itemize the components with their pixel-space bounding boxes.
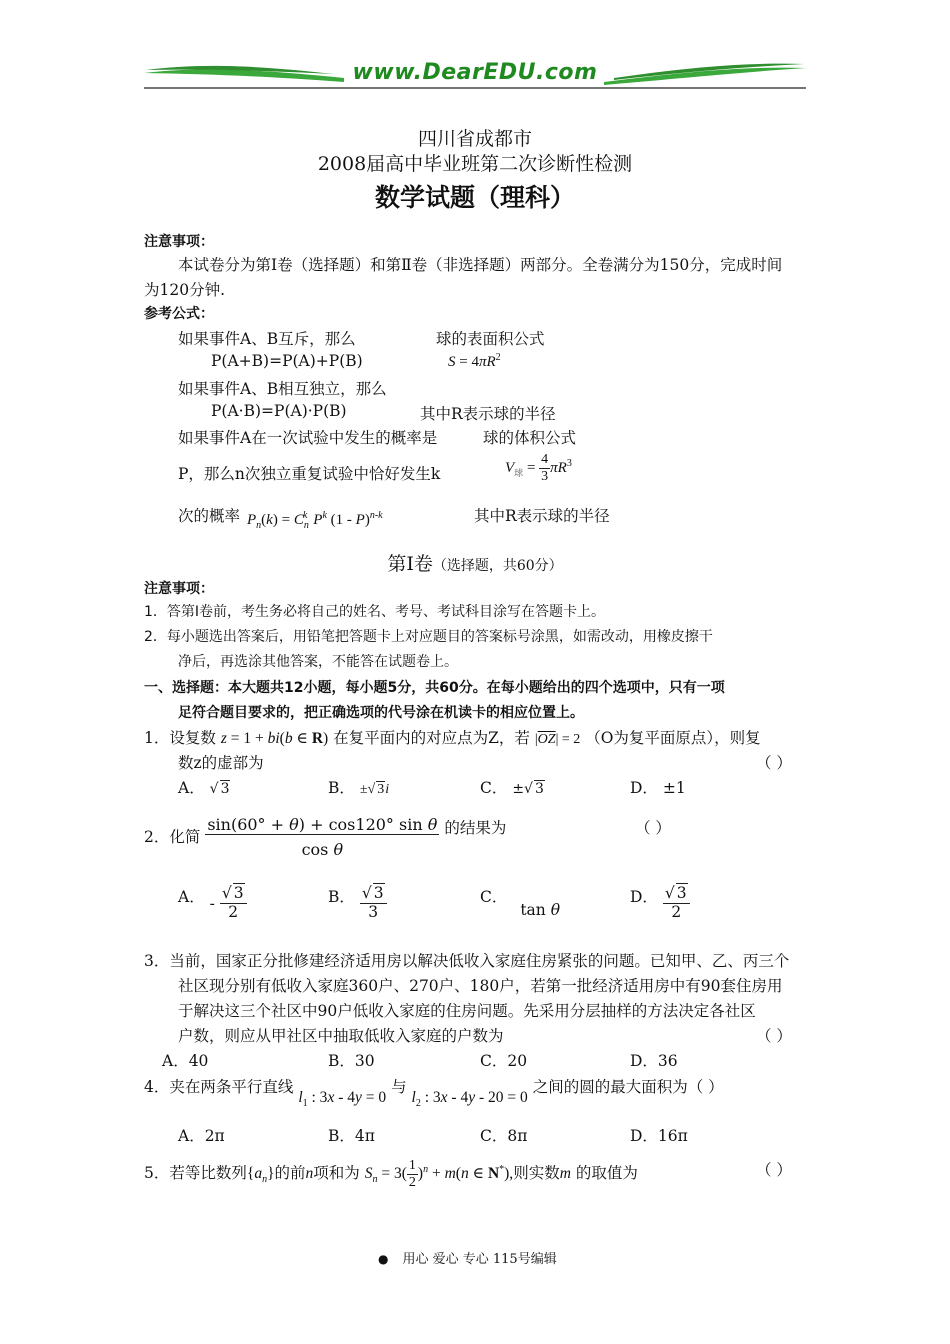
q1-option-c[interactable]: C． ±√ 3	[480, 779, 544, 797]
formula-right-1: 球的表面积公式	[436, 330, 545, 348]
q3-option-c[interactable]: C．20	[480, 1052, 528, 1070]
formula-left-3: 如果事件A、B相互独立，那么	[178, 380, 387, 398]
formula-left-7: 次的概率	[178, 507, 241, 525]
question-5-bracket: （ ）	[756, 1161, 792, 1179]
q2-expression: $\frac{\text{sin(60° + θ) + cos120° sin θ}}{\text{cos θ}}$	[207, 815, 438, 860]
part1-notice-1: 1．答第Ⅰ卷前，考生务必将自己的姓名、考号、考试科目涂写在答题卡上。	[144, 604, 606, 620]
question-3-line3: 于解决这三个社区中90户低收入家庭的住房问题。先采用分层抽样的方法决定各社区	[178, 1002, 756, 1020]
question-3-line2: 社区现分别有低收入家庭360户、270户、180户，若第一批经济适用房中有90套住房用	[178, 977, 783, 995]
q2-option-a[interactable]: A． - $\frac{√ 3}{2}$	[178, 885, 247, 922]
question-2-bracket: （ ）	[635, 819, 671, 837]
question-3-line4: 户数，则应从甲社区中抽取低收入家庭的户数为	[178, 1027, 504, 1045]
notice-text-2: 为120分钟.	[144, 281, 226, 299]
question-5: 5．若等比数列$\{a_n\}$的前n项和为 $S_n = 3$( $\frac{1}{2}$ )$^n$ + m(n ∈ N*),则实数m 的取值为	[144, 1158, 638, 1191]
q5-sum-formula: $S_n = 3$( $\frac{1}{2}$ )$^n$ + m(n ∈ N*),	[364, 1158, 514, 1191]
formula-right-7: 其中R表示球的半径	[474, 507, 610, 525]
q3-option-a[interactable]: A．40	[162, 1052, 209, 1070]
q4-option-a[interactable]: A．2π	[178, 1127, 225, 1145]
part1-notice-heading: 注意事项：	[144, 581, 214, 597]
question-4: 4．夹在两条平行直线 $l_1$ : 3x - 4y = 0 与 $l_2$ : 3x - 4y - 20 = 0 之间的圆的最大面积为（ ）	[144, 1078, 724, 1110]
formula-sphere-volume: $V_球$ = $\frac{4}{3}$ $\pi R^3$	[505, 452, 572, 485]
formula-left-6: P，那么n次独立重复试验中恰好发生k	[178, 465, 441, 483]
q4-option-c[interactable]: C．8π	[480, 1127, 528, 1145]
q1-option-a[interactable]: A． √ 3	[178, 779, 230, 797]
formula-right-4: 其中R表示球的半径	[420, 405, 556, 423]
header-banner	[144, 58, 806, 92]
part1-title: 第Ⅰ卷（选择题，共60分）	[387, 553, 563, 575]
formula-left-2: P(A+B)=P(A)+P(B)	[211, 352, 363, 370]
page-title: 数学试题（理科）	[374, 183, 575, 212]
question-1-bracket: （ ）	[756, 754, 792, 772]
q4-line2: $l_2$ : 3x - 4y - 20 = 0	[411, 1089, 528, 1110]
formula-binomial: $P_n(k) = C_n^k$ $P^k$ (1 - P)$^{n-k}$	[247, 510, 383, 531]
q3-option-d[interactable]: D．36	[630, 1052, 678, 1070]
title-line2: 2008届高中毕业班第二次诊断性检测	[317, 153, 633, 175]
part1-notice-2b: 净后，再选涂其他答案，不能答在试题卷上。	[178, 654, 458, 670]
part1-notice-2a: 2．每小题选出答案后，用铅笔把答题卡上对应题目的答案标号涂黑，如需改动，用橡皮擦干	[144, 629, 713, 645]
title-line1: 四川省成都市	[417, 128, 532, 150]
question-3-line1: 3．当前，国家正分批修建经济适用房以解决低收入家庭住房紧张的问题。已知甲、乙、丙三个	[144, 952, 790, 970]
q1-option-b[interactable]: B． ±√ 3i	[328, 779, 390, 797]
q2-option-d[interactable]: D． $\frac{√ 3}{2}$	[630, 885, 690, 922]
site-logo-text: www.DearEDU.com	[352, 60, 598, 85]
q4-option-d[interactable]: D．16π	[630, 1127, 688, 1145]
q1-option-d[interactable]: D． ±1	[630, 779, 686, 797]
q1-modulus: $|\overline{OZ}| = 2$	[534, 732, 581, 747]
notice-text-1: 本试卷分为第Ⅰ卷（选择题）和第Ⅱ卷（非选择题）两部分。全卷满分为150分，完成时间	[178, 256, 783, 274]
q2-option-b[interactable]: B． $\frac{√ 3}{3}$	[328, 885, 387, 922]
formula-left-1: 如果事件A、B互斥，那么	[178, 330, 356, 348]
q4-option-b[interactable]: B．4π	[328, 1127, 375, 1145]
question-2: 2．化简 $\frac{\text{sin(60° + θ) + cos120° sin θ}}{\text{cos θ}}$ 的结果为	[144, 815, 507, 860]
question-1-line2: 数z的虚部为	[178, 754, 264, 772]
question-1-line1: 1．设复数 z = 1 + bi(b ∈ R) 在复平面内的对应点为Z，若 $|\overline{OZ}| = 2$ （O为复平面原点），则复	[144, 729, 761, 747]
q1-expression: z = 1 + bi(b ∈ R)	[220, 730, 329, 747]
q4-line1: $l_1$ : 3x - 4y = 0	[298, 1089, 387, 1110]
question-3-bracket: （ ）	[756, 1027, 792, 1045]
formula-left-5: 如果事件A在一次试验中发生的概率是	[178, 429, 438, 447]
section-heading-a: 一、选择题：本大题共12小题，每小题5分，共60分。在每小题给出的四个选项中，只有一项	[144, 680, 725, 696]
q2-option-c[interactable]: C． tan θ	[480, 888, 561, 919]
section-heading-b: 足符合题目要求的，把正确选项的代号涂在机读卡的相应位置上。	[178, 705, 584, 721]
bullet-icon: ●	[378, 1252, 389, 1266]
formula-left-4: P(A·B)=P(A)·P(B)	[211, 402, 347, 420]
footer: ● 用心 爱心 专心 115号编辑	[378, 1252, 557, 1267]
formula-sphere-area: $S = 4\pi R^2$	[448, 352, 501, 370]
formulas-heading: 参考公式：	[144, 306, 214, 322]
q3-option-b[interactable]: B．30	[328, 1052, 375, 1070]
notice-heading: 注意事项：	[144, 234, 214, 250]
formula-right-5: 球的体积公式	[483, 429, 577, 447]
